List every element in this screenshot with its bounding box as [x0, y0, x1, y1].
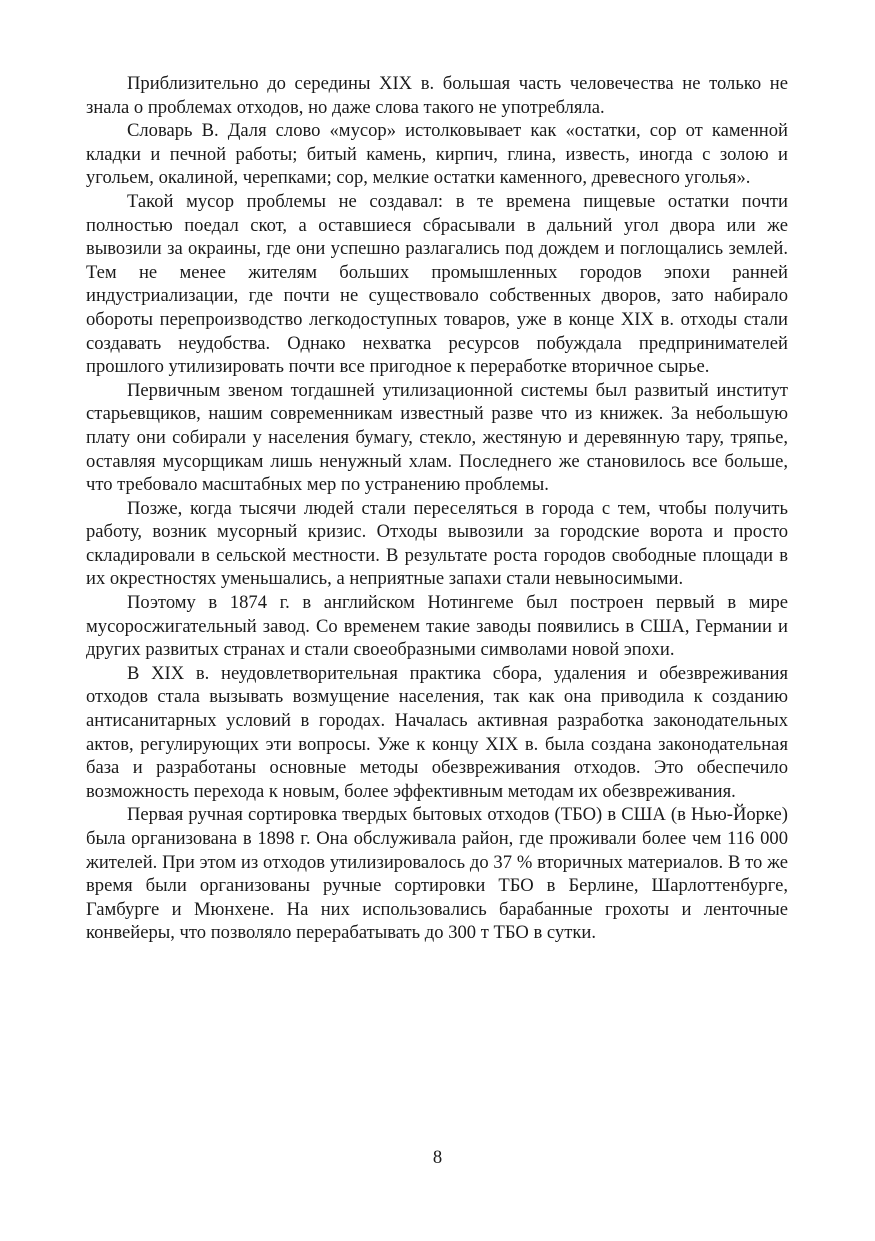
paragraph-6: Поэтому в 1874 г. в английском Нотингеме был построен первый в мире мусоросжигательный завод. Со временем такие заводы появились в США, Германии и других развитых странах и стали своеобразными символами новой эпохи.: [86, 592, 788, 661]
document-body: [86, 72, 788, 945]
paragraph-5: Позже, когда тысячи людей стали переселяться в города с тем, чтобы получить работу, возник мусорный кризис. Отходы вывозили за городские ворота и просто складировали в сельской местности. В результате роста городов свободные площади в их окрестностях уменьшались, а неприятные запахи стали невыносимыми.: [86, 497, 788, 590]
paragraph-8: Первая ручная сортировка твердых бытовых отходов (ТБО) в США (в Нью-Йорке) была организована в 1898 г. Она обслуживала район, где проживали более чем 116 000 жителей. При этом из отходов утилизировалось до 37 % вторичных материалов. В то же время были организованы ручные сортировки ТБО в Берлине, Шарлоттенбурге, Гамбурге и Мюнхене. На них использовались барабанные грохоты и ленточные конвейеры, что позволяло перерабатывать до 300 т ТБО в сутки.: [86, 804, 788, 944]
paragraph-7: В XIX в. неудовлетворительная практика сбора, удаления и обезвреживания отходов стала вызывать возмущение населения, так как она приводила к созданию антисанитарных условий в городах. Началась активная разработка законодательных актов, регулирующих эти вопросы. Уже к концу XIX в. была создана законодательная база и разработаны основные методы обезвреживания отходов. Это обеспечило возможность перехода к новым, более эффективным методам их обезвреживания.: [86, 662, 788, 802]
paragraph-3: Такой мусор проблемы не создавал: в те времена пищевые остатки почти полностью поедал скот, а оставшиеся сбрасывали в дальний угол двора или же вывозили за окраины, где они успешно разлагались под дождем и поглощались землей. Тем не менее жителям больших промышленных городов эпохи ранней индустриализации, где почти не существовало собственных дворов, зато набирало обороты перепроизводство легкодоступных товаров, уже в конце XIX в. отходы стали создавать неудобства. Однако нехватка ресурсов побуждала предпринимателей прошлого утилизировать почти все пригодное к переработке вторичное сырье.: [86, 190, 788, 378]
paragraph-2: Словарь В. Даля слово «мусор» истолковывает как «остатки, сор от каменной кладки и печной работы; битый камень, кирпич, глина, известь, иногда с золою и угольем, окалиной, черепками; сор, мелкие остатки каменного, древесного уголья».: [86, 120, 788, 189]
paragraph-1: Приблизительно до середины XIX в. большая часть человечества не только не знала о проблемах отходов, но даже слова такого не употребляла.: [86, 73, 788, 118]
page-number: 8: [432, 1147, 443, 1168]
paragraph-4: Первичным звеном тогдашней утилизационной системы был развитый институт старьевщиков, нашим современникам известный разве что из книжек. За небольшую плату они собирали у населения бумагу, стекло, жестяную и деревянную тару, тряпье, оставляя мусорщикам лишь ненужный хлам. Последнего же становилось все больше, что требовало масштабных мер по устранению проблемы.: [86, 379, 788, 496]
